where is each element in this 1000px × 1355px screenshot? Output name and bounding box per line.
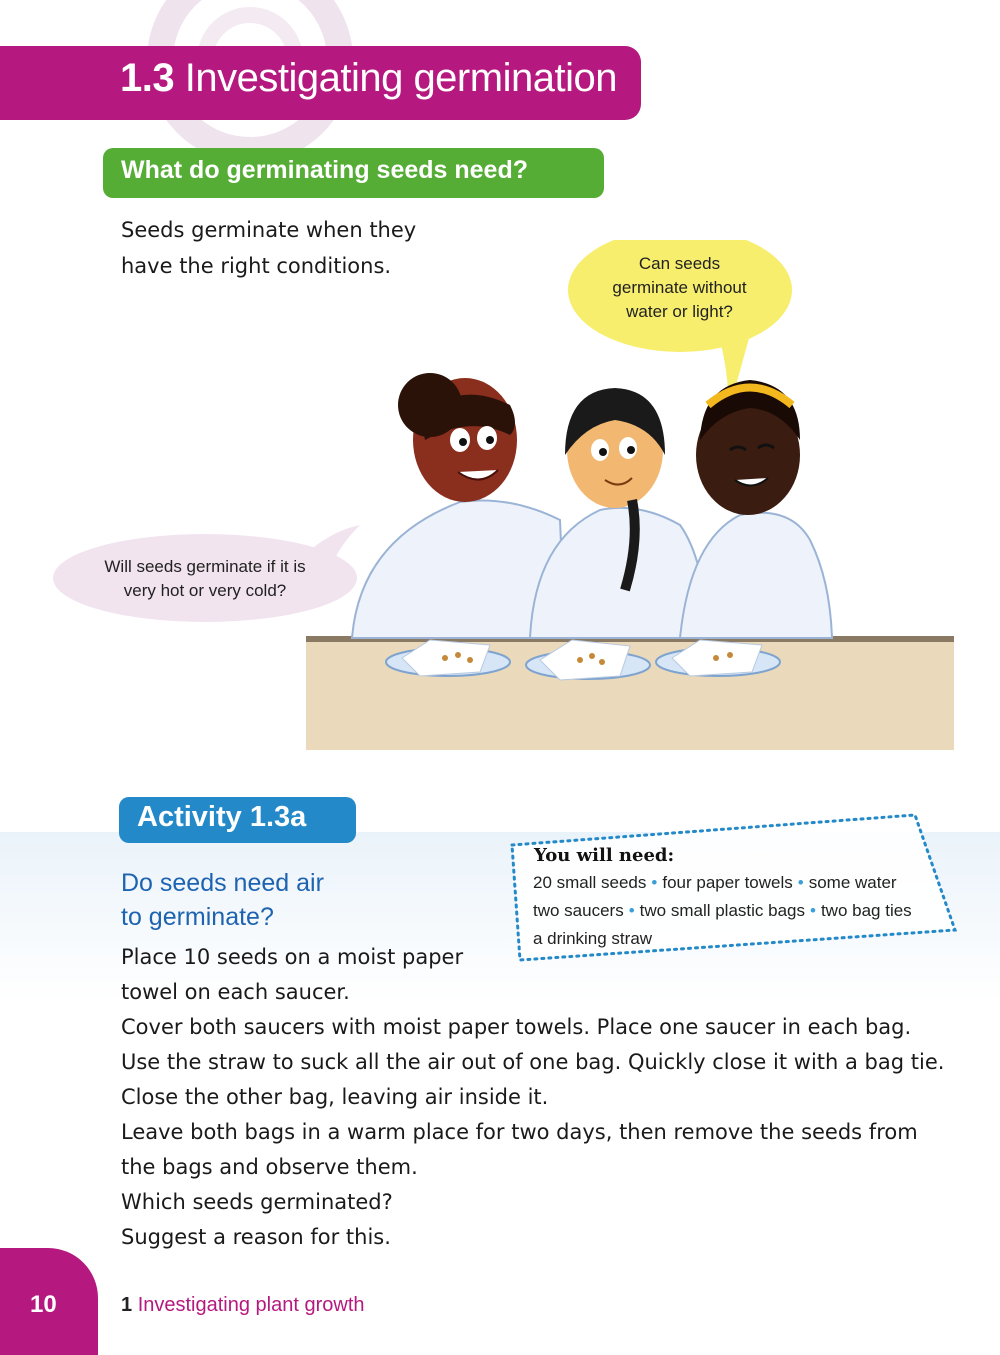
student-left [352,373,565,638]
material-item: 20 small seeds [533,873,647,892]
section-title: Investigating germination [184,56,617,100]
step-line: towel on each saucer. [121,980,350,1004]
activity-label: Activity 1.3a [137,801,307,833]
subheading: What do germinating seeds need? [121,156,528,184]
speech-line: germinate without [612,278,747,297]
question-line: to germinate? [121,903,274,931]
speech-text-left [60,555,350,603]
activity-question [121,866,401,934]
students-illustration [40,240,1000,760]
step-line: Use the straw to suck all the air out of one bag. Quickly close it with a bag tie. [121,1050,945,1074]
page-number: 10 [30,1291,57,1318]
step-line: Close the other bag, leaving air inside it. [121,1085,549,1109]
page-title [120,56,617,101]
speech-line: water or light? [626,302,733,321]
material-item: two small plastic bags [639,901,805,920]
step-line: the bags and observe them. [121,1155,418,1179]
intro-line: have the right conditions. [121,254,392,278]
material-item: four paper towels [662,873,793,892]
chapter-title: Investigating plant growth [137,1294,365,1316]
step-line: Leave both bags in a warm place for two days, then remove the seeds from [121,1120,918,1144]
step-line: Which seeds germinated? [121,1190,393,1214]
activity-steps [121,940,981,1255]
material-item: a drinking straw [533,929,653,948]
material-item: two saucers [533,901,624,920]
step-line: Suggest a reason for this. [121,1225,391,1249]
you-will-need-title: You will need: [534,845,675,866]
material-item: two bag ties [820,901,912,920]
step-line: Place 10 seeds on a moist paper [121,945,464,969]
student-right [680,380,832,638]
chapter-number: 1 [121,1294,133,1316]
question-line: Do seeds need air [121,869,324,897]
chapter-footer [121,1294,365,1317]
speech-line: Can seeds [638,254,721,273]
step-line: Cover both saucers with moist paper towels. Place one saucer in each bag. [121,1015,912,1039]
intro-line: Seeds germinate when they [121,218,417,242]
speech-line: Will seeds germinate if it is [104,557,306,576]
student-middle [530,388,708,638]
speech-text-right [577,252,782,324]
materials-line: 20 small seeds • four paper towels • some water [533,873,897,892]
speech-line: very hot or very cold? [123,581,287,600]
materials-line: two saucers • two small plastic bags • two bag ties [533,901,912,920]
material-item: some water [808,873,897,892]
section-number: 1.3 [120,56,175,100]
